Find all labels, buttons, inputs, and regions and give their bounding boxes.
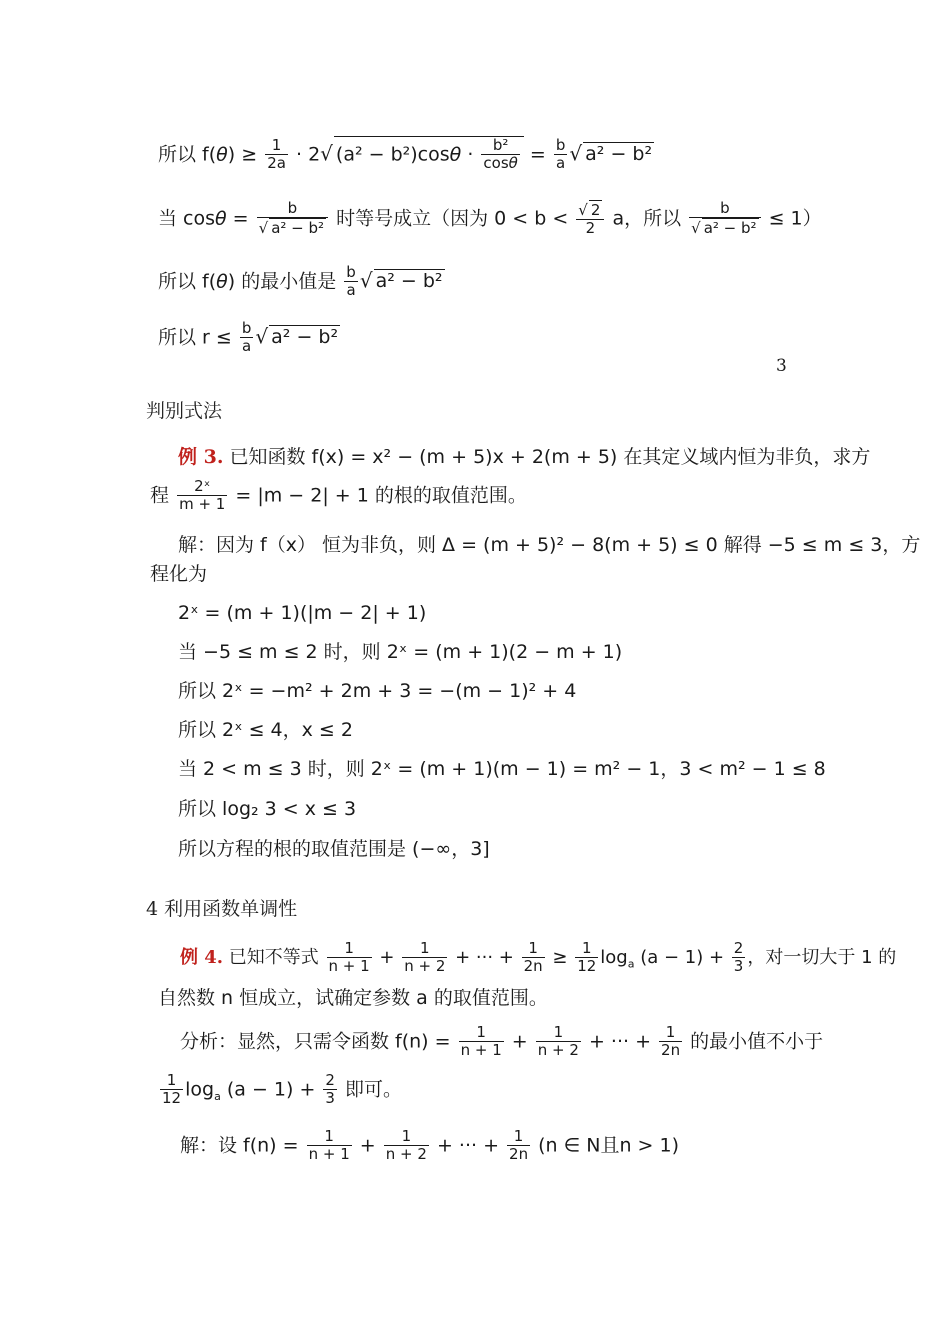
text: 即可。 — [338, 1078, 403, 1101]
theta-symbol: θ — [508, 154, 518, 173]
numerator: b — [346, 263, 356, 281]
denominator: 2n — [661, 1041, 681, 1060]
denominator — [689, 218, 760, 237]
denominator: 12 — [162, 1089, 182, 1108]
example-4-line-2: 自然数 n 恒成立，试确定参数 a 的取值范围。 — [158, 987, 548, 1009]
denominator: n + 1 — [308, 1145, 350, 1164]
radical-sign: √ — [359, 268, 373, 293]
fraction — [177, 478, 227, 514]
numerator: 1 — [459, 1024, 504, 1042]
denominator: a — [346, 281, 356, 300]
text: a，所以 — [606, 207, 682, 230]
fraction — [402, 940, 447, 976]
text: (a − 1) + — [220, 1078, 322, 1101]
fraction — [344, 264, 358, 300]
text: log — [185, 1078, 215, 1101]
formula-line-3 — [158, 264, 445, 300]
denominator: 3 — [325, 1089, 335, 1108]
text: + — [353, 1134, 382, 1157]
numerator: 1 — [402, 940, 447, 958]
solution-line-2: 程化为 — [150, 563, 208, 585]
text: ，对一切大于 1 的 — [747, 946, 897, 968]
log-base: a — [214, 1090, 221, 1104]
text: 已知函数 f(x) = x² − (m + 5)x + 2(m + 5) 在其定义域内恒为非负，求方 — [223, 446, 871, 468]
denominator: 2n — [509, 1145, 529, 1164]
text: + ··· + — [449, 946, 520, 968]
denominator: n + 1 — [328, 957, 370, 976]
numerator: 1 — [327, 940, 372, 958]
example-3-line-2 — [150, 478, 527, 514]
text: 所以 f( — [158, 143, 217, 166]
numerator: b² — [481, 137, 519, 155]
denominator: 2n — [523, 957, 543, 976]
radical-sign: √ — [578, 201, 588, 219]
solution-step-4: 当 −5 ≤ m ≤ 2 时，则 2ˣ = (m + 1)(2 − m + 1) — [178, 641, 623, 663]
formula-line-1 — [158, 136, 654, 173]
denominator: 3 — [733, 957, 744, 976]
numerator: 1 — [522, 940, 545, 958]
numerator — [576, 200, 604, 220]
fraction — [384, 1128, 429, 1164]
radical-sign: √ — [320, 141, 333, 166]
text: ) 的最小值是 — [227, 270, 337, 293]
text: ) ≥ — [227, 143, 264, 166]
text: 分析：显然，只需令函数 f(n) = — [180, 1030, 457, 1053]
fraction — [265, 137, 288, 173]
text: 所以 r ≤ — [158, 326, 238, 349]
text: + ··· + — [582, 1030, 658, 1053]
numerator: 2 — [733, 939, 744, 957]
fraction — [459, 1024, 504, 1060]
theta-symbol: θ — [449, 143, 462, 166]
text: ≥ — [546, 946, 574, 968]
text: 的最小值不小于 — [684, 1030, 824, 1053]
text: 时等号成立（因为 0 < b < — [336, 207, 575, 230]
radical-sign: √ — [691, 219, 701, 238]
text: · — [461, 143, 480, 166]
example-4-line-1 — [180, 940, 896, 976]
text: log — [600, 946, 628, 968]
text: + ··· + — [430, 1134, 506, 1157]
denominator: a — [242, 337, 252, 356]
text: · 2 — [296, 143, 321, 166]
section-title-monotonicity: 4 利用函数单调性 — [146, 898, 298, 920]
numerator: b — [555, 136, 566, 154]
numerator: 1 — [307, 1128, 352, 1146]
fraction — [307, 1128, 352, 1164]
fraction — [689, 200, 760, 238]
solution-step-6: 所以 2ˣ ≤ 4，x ≤ 2 — [178, 719, 353, 741]
denominator: n + 2 — [537, 1041, 579, 1060]
fraction — [732, 940, 746, 976]
numerator: 1 — [536, 1024, 581, 1042]
solution-4-line-1 — [180, 1128, 679, 1164]
denominator: 2a — [267, 154, 286, 173]
denominator — [257, 218, 328, 237]
analysis-line-2 — [158, 1072, 402, 1108]
fraction — [327, 940, 372, 976]
theta-symbol: θ — [216, 143, 228, 166]
fraction — [659, 1024, 682, 1060]
solution-step-8: 所以 log₂ 3 < x ≤ 3 — [178, 798, 357, 820]
numerator: 2ˣ — [177, 478, 227, 496]
numerator: 1 — [507, 1128, 530, 1146]
text: = |m − 2| + 1 的根的取值范围。 — [229, 484, 527, 507]
numerator: b — [689, 200, 760, 218]
text: 当 cos — [158, 207, 216, 230]
fraction — [481, 137, 519, 173]
text: 已知不等式 — [223, 946, 319, 968]
theta-symbol: θ — [215, 207, 227, 230]
fraction — [257, 200, 328, 238]
denominator: n + 1 — [460, 1041, 502, 1060]
fraction — [576, 200, 604, 238]
radicand: a² − b² — [271, 326, 339, 349]
fraction — [160, 1072, 183, 1108]
radicand: a² − b² — [703, 219, 757, 238]
analysis-line-1 — [180, 1024, 823, 1060]
radicand: a² − b² — [271, 219, 325, 238]
text: + — [505, 1030, 534, 1053]
section-title-discriminant: 判别式法 — [146, 400, 223, 422]
denominator: a — [556, 154, 566, 173]
solution-step-9: 所以方程的根的取值范围是 (−∞，3] — [178, 838, 490, 860]
radicand: a² − b² — [585, 143, 653, 166]
fraction — [536, 1024, 581, 1060]
denominator: 12 — [577, 957, 597, 976]
numerator: 1 — [384, 1128, 429, 1146]
text: 程 — [150, 484, 170, 507]
text: ≤ 1） — [762, 207, 822, 230]
text: (n ∈ N且n > 1) — [532, 1134, 679, 1157]
text: (a − 1) + — [634, 946, 730, 968]
denominator: n + 2 — [385, 1145, 427, 1164]
text: cos — [483, 154, 509, 173]
numerator: 2 — [325, 1071, 335, 1089]
text: 解：设 f(n) = — [180, 1134, 305, 1157]
solution-step-3: 2ˣ = (m + 1)(|m − 2| + 1) — [178, 602, 427, 624]
radical-sign: √ — [569, 141, 583, 166]
denominator: 2 — [585, 219, 596, 238]
example-label: 例 4. — [180, 946, 224, 968]
numerator: 1 — [659, 1024, 682, 1042]
text: (a² − b²)cos — [335, 143, 450, 166]
numerator: b — [257, 200, 328, 218]
denominator: m + 1 — [179, 495, 226, 514]
formula-line-2 — [158, 200, 822, 238]
radicand — [334, 136, 524, 173]
numerator: 1 — [575, 940, 598, 958]
denominator — [481, 155, 519, 172]
numerator: b — [241, 319, 252, 337]
fraction — [240, 320, 254, 356]
radicand: 2 — [590, 201, 601, 219]
fraction — [522, 940, 545, 976]
text: 所以 f( — [158, 270, 217, 293]
denominator: n + 2 — [404, 957, 446, 976]
log-base: a — [627, 957, 635, 971]
theta-symbol: θ — [216, 270, 228, 293]
solution-step-7: 当 2 < m ≤ 3 时，则 2ˣ = (m + 1)(m − 1) = m² − 1，3 < m² − 1 ≤ 8 — [178, 758, 826, 780]
numerator: 1 — [160, 1072, 183, 1090]
radicand: a² − b² — [375, 270, 443, 293]
radical-sign: √ — [255, 324, 269, 349]
fraction — [575, 940, 598, 976]
page-number: 3 — [776, 356, 787, 376]
solution-line-1: 解：因为 f（x） 恒为非负，则 Δ = (m + 5)² − 8(m + 5) ≤ 0 解得 −5 ≤ m ≤ 3，方 — [178, 534, 921, 556]
numerator: 1 — [265, 137, 288, 155]
fraction — [507, 1128, 530, 1164]
radical-sign: √ — [258, 219, 269, 238]
example-3-line-1 — [178, 446, 870, 469]
solution-step-5: 所以 2ˣ = −m² + 2m + 3 = −(m − 1)² + 4 — [178, 680, 577, 702]
text: + — [373, 946, 401, 968]
text: = — [529, 143, 552, 166]
example-label: 例 3. — [178, 446, 224, 468]
fraction — [554, 137, 568, 173]
fraction — [323, 1072, 337, 1108]
formula-line-4 — [158, 320, 340, 356]
text: = — [226, 207, 255, 230]
